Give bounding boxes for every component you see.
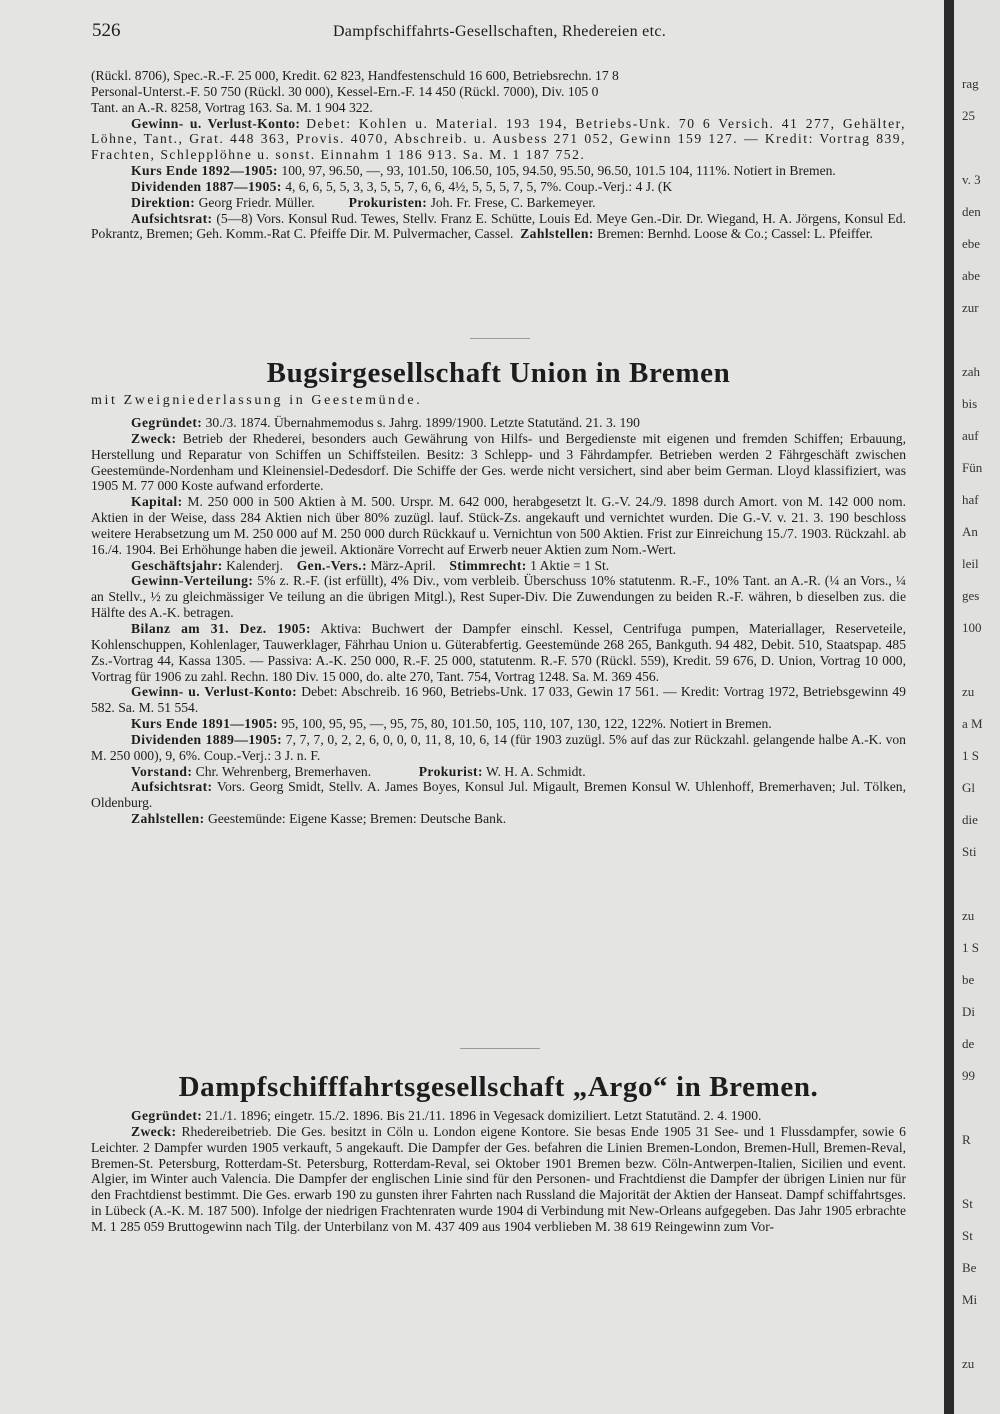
bilanz-text: Aktiva: Buchwert der Dampfer einschl. Kessel, Centrifuga pumpen, Materiallager, Reserveteile, Kohlenschuppen, Kohlenlager, Tauwerklager, Fährhau Union u. Güterabfertig. Geestemünde 268 265, Bankguth. 94 482, Debit. 510, Staatspap. 485 Zs.-Vortrag 44, Kassa 1305. — Passiva: A.-K. 250 000, R.-F. 25 000, statutenm. R.-F. 570 (Rückl. 559), Kredit. 59 676, D. Union, Vortrag 10 000, Vortrag für 1906 zu zahl. Rechn. 180 Div. 15 000, do. alte 270, Tant. 754, Vortrag 1248. Sa. M. 369 456. bbox=[91, 620, 906, 684]
continuation-line: Personal-Unterst.-F. 50 750 (Rückl. 30 000), Kessel-Ern.-F. 14 450 (Rückl. 7000), Div. 105 0 bbox=[91, 83, 599, 99]
next-page-fragment: die bbox=[962, 812, 978, 827]
guv-paragraph bbox=[91, 684, 906, 716]
gegruendet-paragraph bbox=[91, 415, 906, 431]
zweck-text: Rhedereibetrieb. Die Ges. besitzt in Cöln u. London eigene Kontore. Sie besas Ende 1905 31 See- und 1 Flussdampfer, sowie 6 Leichter. 2 Dampfer wurden 1905 verkauft, 5 angekauft. Die Dampfer der Ges. befahren die Linien Bremen-London, Bremen-Hull, Bremen-Reval, Bremen-St. Petersburg, Rotterdam-St. Petersburg, Rotterdam-Reval, sei Oktober 1901 Bremen bezw. Cöln-Antwerpen-Italien, Sicilien und event. Algier, im Winter auch Valencia. Die Dampfer der englischen Linie sind für den Personen- und Frachtdienst die Dampfer der übrigen Linien nur für den Frachtdienst bestimmt. Die Ges. erwarb 190 zu gunsten ihrer Fahrten nach Russland die Majorität der Aktien der Hanseat. Dampf schiffahrtsges. in Lübeck (A.-K. M. 187 500). Infolge der niedrigen Frachtenraten wurde 1904 di Verbindung mit New-Orleans aufgegeben. Das Jahr 1905 erbrachte M. 1 285 059 Bruttogewinn nach Tilg. der Unterbilanz von M. 437 409 aus 1904 verblieben M. 38 619 Reingewinn zum Vor- bbox=[91, 1123, 906, 1234]
guv-text: Debet: Kohlen u. Material. 193 194, Betriebs-Unk. 70 6 Versich. 41 277, Gehälter, Löhne, Tant., Grat. 448 363, Provis. 4070, Abschreib. u. Ausbess 271 052, Gewinn 159 127. — Kredit: Vortrag 839, Frachten, Schlepplöhne u. sonst. Einnahm 1 186 913. Sa. M. 1 187 752. bbox=[91, 115, 906, 163]
dividend-label: Dividenden 1887—1905: bbox=[131, 178, 282, 194]
stimmrecht-text: 1 Aktie = 1 St. bbox=[530, 557, 610, 573]
zahlstellen-paragraph bbox=[91, 811, 906, 827]
next-page-fragment: 1 S bbox=[962, 940, 979, 955]
zweck-text: Betrieb der Rhederei, besonders auch Gewährung von Hilfs- und Bergedienste mit eigenen und fremden Schiffen; Erbauung, Herstellung und Reparatur von Schiffen un Schiffsteilen. Besitz: 3 Schlepp- und 3 Fährdampfer. Betrieben werden 2 Fährgeschäft zwischen Geestemünde-Nordenham und Kleinensiel-Dedesdorf. Die Schiffe der Ges. werde nicht versichert, sind aber beim German. Lloyd klassifiziert, was 1905 M. 77 000 Koste aufwand erforderte. bbox=[91, 430, 906, 494]
next-page-fragment: a M bbox=[962, 716, 983, 731]
section-divider bbox=[470, 338, 530, 339]
next-page-fragment: zu bbox=[962, 684, 975, 699]
aufsichtsrat-paragraph bbox=[91, 211, 906, 243]
continuation-entry bbox=[91, 68, 906, 242]
next-page-fragment: rag bbox=[962, 76, 979, 91]
argo-title: Dampfschifffahrtsgesellschaft „Argo“ in Bremen. bbox=[178, 1071, 819, 1103]
genvers-label: Gen.-Vers.: bbox=[296, 557, 368, 573]
dividend-paragraph bbox=[91, 732, 906, 764]
prokurist-text: W. H. A. Schmidt. bbox=[486, 763, 586, 779]
prokuristen-text: Joh. Fr. Frese, C. Barkemeyer. bbox=[430, 194, 596, 210]
book-gutter bbox=[944, 0, 954, 1414]
direktion-paragraph bbox=[91, 195, 906, 211]
next-page-fragment: zur bbox=[962, 300, 979, 315]
gegruendet-text: 30./3. 1874. Übernahmemodus s. Jahrg. 1899/1900. Letzte Statutänd. 21. 3. 190 bbox=[205, 415, 640, 430]
kurs-label: Kurs Ende 1891—1905: bbox=[131, 716, 278, 732]
aufsichtsrat-label: Aufsichtsrat: bbox=[131, 210, 213, 226]
aufsichtsrat-text: Vors. Georg Smidt, Stellv. A. James Boyes, Konsul Jul. Migault, Bremen Konsul W. Uhlenhoff, Bremerhaven; Jul. Tölken, Oldenburg. bbox=[91, 779, 906, 811]
kurs-text: 95, 100, 95, 95, —, 95, 75, 80, 101.50, 105, 110, 107, 130, 122, 122%. Notiert in Bremen. bbox=[281, 716, 772, 732]
page-number: 526 bbox=[92, 20, 121, 41]
next-page-fragment: 1 S bbox=[962, 748, 979, 763]
continuation-line: Tant. an A.-R. 8258, Vortrag 163. Sa. M. 1 904 322. bbox=[91, 99, 373, 115]
direktion-label: Direktion: bbox=[131, 194, 196, 210]
bilanz-label: Bilanz am 31. Dez. 1905: bbox=[131, 620, 311, 636]
kurs-paragraph bbox=[91, 716, 906, 732]
geschaeftsjahr-text: Kalenderj. bbox=[226, 557, 284, 573]
next-page-edge bbox=[954, 0, 1000, 1414]
gegruendet-text: 21./1. 1896; eingetr. 15./2. 1896. Bis 21./11. 1896 in Vegesack domiziliert. Letzt Statutänd. 2. 4. 1900. bbox=[205, 1108, 762, 1123]
dividend-text: 7, 7, 7, 0, 2, 2, 6, 0, 0, 0, 11, 8, 10, 6, 14 (für 1903 zuzügl. 5% auf das zur Rückzahl. gelangende halbe A.-K. von M. 250 000), 9, 6%. Coup.-Verj.: 3 J. n. F. bbox=[91, 731, 906, 763]
kurs-text: 100, 97, 96.50, —, 93, 101.50, 106.50, 105, 94.50, 95.50, 96.50, 101.5 104, 111%. Notiert in Bremen. bbox=[281, 163, 836, 179]
page-header bbox=[92, 20, 907, 50]
prokuristen-label: Prokuristen: bbox=[348, 194, 428, 210]
zahlstellen-label: Zahlstellen: bbox=[520, 226, 594, 242]
next-page-fragment: zu bbox=[962, 1356, 975, 1371]
zweck-label: Zweck: bbox=[131, 430, 177, 446]
next-page-fragment: St bbox=[962, 1196, 973, 1211]
next-page-fragment: auf bbox=[962, 428, 979, 443]
next-page-fragment: den bbox=[962, 204, 981, 219]
geschaeftsjahr-paragraph bbox=[91, 558, 906, 574]
next-page-fragment: leil bbox=[962, 556, 979, 571]
next-page-fragment: 25 bbox=[962, 108, 975, 123]
zweck-paragraph bbox=[91, 431, 906, 494]
kapital-paragraph bbox=[91, 494, 906, 557]
next-page-fragment: Sti bbox=[962, 844, 977, 859]
zahlstellen-text: Geestemünde: Eigene Kasse; Bremen: Deutsche Bank. bbox=[207, 811, 507, 827]
dividend-label: Dividenden 1889—1905: bbox=[131, 731, 283, 747]
vorstand-label: Vorstand: bbox=[131, 763, 193, 779]
union-subtitle: mit Zweigniederlassung in Geestemünde. bbox=[91, 393, 423, 408]
next-page-fragment: R bbox=[962, 1132, 971, 1147]
guv-text: Debet: Abschreib. 16 960, Betriebs-Unk. 17 033, Gewin 17 561. — Kredit: Vortrag 1972, Betriebsgewinn 49 582. Sa. M. 51 554. bbox=[91, 684, 906, 716]
next-page-fragment: de bbox=[962, 1036, 975, 1051]
argo-entry bbox=[91, 1108, 906, 1235]
zweck-label: Zweck: bbox=[131, 1123, 177, 1139]
gewinnverteilung-paragraph bbox=[91, 573, 906, 621]
gewinnverteilung-text: 5% z. R.-F. (ist erfüllt), 4% Div., vom verbleib. Überschuss 10% statutenm. R.-F., 10% Tant. an A.-R. (¼ an Vors., ¼ an Stellv., ½ zu gleichmässiger Ve teilung an die übrigen Mitgl.), Rest Super-Div. Die Zuwendungen zu beiden R.-F. währen, b dieselben zus. die Hälfte des A.-K. betragen. bbox=[91, 573, 906, 621]
direktion-text: Georg Friedr. Müller. bbox=[198, 194, 315, 210]
guv-label: Gewinn- u. Verlust-Konto: bbox=[131, 115, 301, 131]
next-page-fragment: 100 bbox=[962, 620, 982, 635]
stimmrecht-label: Stimmrecht: bbox=[449, 557, 527, 573]
zahlstellen-label: Zahlstellen: bbox=[131, 811, 205, 827]
dividend-paragraph bbox=[91, 179, 906, 195]
kurs-label: Kurs Ende 1892—1905: bbox=[131, 163, 278, 179]
next-page-fragment: Fün bbox=[962, 460, 983, 475]
next-page-fragment: Be bbox=[962, 1260, 977, 1275]
union-title: Bugsirgesellschaft Union in Bremen bbox=[266, 357, 731, 389]
aufsichtsrat-text: (5—8) Vors. Konsul Rud. Tewes, Stellv. Franz E. Schütte, Louis Ed. Meye Gen.-Dir. Dr. Wiegand, H. A. Jörgens, Konsul Ed. Pokrantz, Bremen; Geh. Komm.-Rat C. Pfeiffe Dir. M. Pulvermacher, Cassel. bbox=[91, 210, 906, 242]
next-page-fragment: ebe bbox=[962, 236, 981, 251]
guv-label: Gewinn- u. Verlust-Konto: bbox=[131, 684, 298, 700]
prokurist-label: Prokurist: bbox=[418, 763, 483, 779]
gegruendet-paragraph bbox=[91, 1108, 906, 1124]
gegruendet-label: Gegründet: bbox=[131, 415, 203, 430]
next-page-fragment: Di bbox=[962, 1004, 975, 1019]
genvers-text: März-April. bbox=[370, 557, 436, 573]
next-page-fragment: zah bbox=[962, 364, 981, 379]
vorstand-paragraph bbox=[91, 764, 906, 780]
next-page-fragment: v. 3 bbox=[962, 172, 981, 187]
next-page-fragment: abe bbox=[962, 268, 981, 283]
next-page-fragment: zu bbox=[962, 908, 975, 923]
aufsichtsrat-label: Aufsichtsrat: bbox=[131, 779, 213, 795]
aufsichtsrat-paragraph bbox=[91, 779, 906, 811]
next-page-fragment: St bbox=[962, 1228, 973, 1243]
bilanz-paragraph bbox=[91, 621, 906, 684]
vorstand-text: Chr. Wehrenberg, Bremerhaven. bbox=[195, 763, 372, 779]
kapital-text: M. 250 000 in 500 Aktien à M. 500. Urspr. M. 642 000, herabgesetzt lt. G.-V. 24./9. 1898 durch Amort. von M. 142 000 nom. Aktien in der Weise, dass 284 Aktien nich über 80% zuzügl. lauf. Stück-Zs. angekauft und vernichtet wurden. Die G.-V. v. 21. 3. 190 beschloss weitere Herabsetzung um M. 250 000 auf M. 250 000 durch Rückkauf u. Vernichtun von 500 Aktien. Frist zur Einreichung 15./7. 1903. Rückzahl. ab 16./4. 1904. Bei Erhöhunge haben die jeweil. Aktionäre Vorrecht auf Erwerb neuer Aktien zum Nom.-Wert. bbox=[91, 494, 906, 557]
guv-paragraph bbox=[91, 116, 906, 164]
union-entry bbox=[91, 415, 906, 827]
zahlstellen-text: Bremen: Bernhd. Loose & Co.; Cassel: L. Pfeiffer. bbox=[597, 226, 873, 242]
zweck-paragraph bbox=[91, 1124, 906, 1235]
gewinnverteilung-label: Gewinn-Verteilung: bbox=[131, 573, 254, 589]
next-page-fragment: haf bbox=[962, 492, 979, 507]
kapital-label: Kapital: bbox=[131, 494, 183, 510]
geschaeftsjahr-label: Geschäftsjahr: bbox=[131, 557, 223, 573]
next-page-fragment: An bbox=[962, 524, 978, 539]
section-divider bbox=[460, 1048, 540, 1049]
dividend-text: 4, 6, 6, 5, 5, 3, 3, 5, 5, 7, 6, 6, 4½, 5, 5, 5, 7, 5, 7%. Coup.-Verj.: 4 J. (K bbox=[285, 178, 673, 194]
next-page-fragment: bis bbox=[962, 396, 978, 411]
next-page-fragment: Mi bbox=[962, 1292, 978, 1307]
running-title: Dampfschiffahrts-Gesellschaften, Rhedereien etc. bbox=[332, 23, 667, 40]
next-page-fragment: 99 bbox=[962, 1068, 975, 1083]
next-page-fragment: Gl bbox=[962, 780, 975, 795]
kurs-paragraph bbox=[91, 163, 906, 179]
continuation-line: (Rückl. 8706), Spec.-R.-F. 25 000, Kredit. 62 823, Handfestenschuld 16 600, Betriebsrechn. 17 8 bbox=[91, 68, 619, 83]
next-page-fragment: be bbox=[962, 972, 975, 987]
next-page-fragment: ges bbox=[962, 588, 980, 603]
gegruendet-label: Gegründet: bbox=[131, 1108, 203, 1123]
